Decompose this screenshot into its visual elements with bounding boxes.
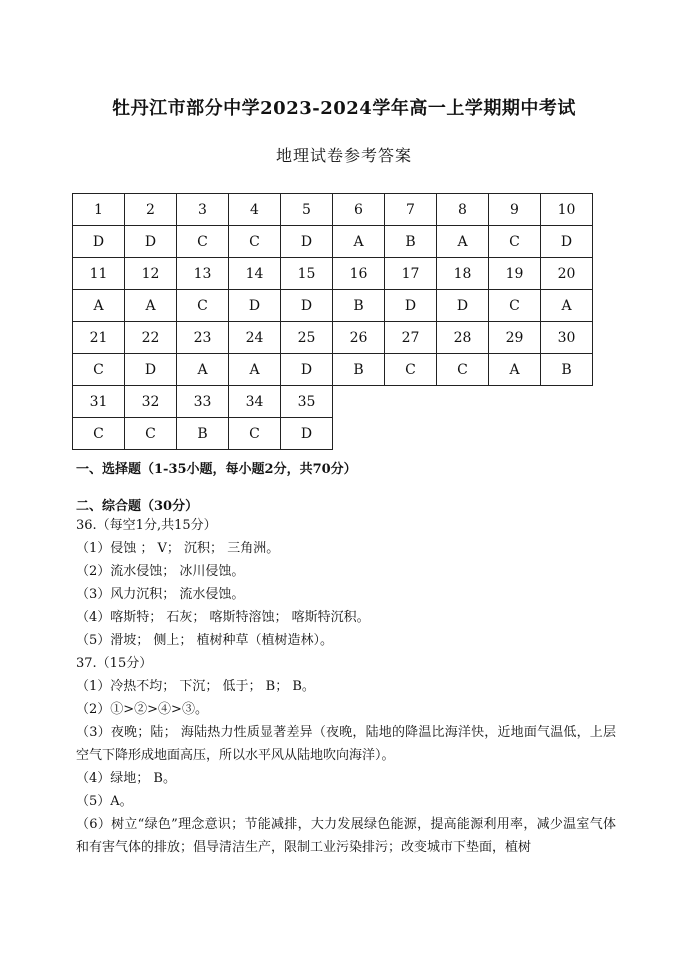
answer-cell: B	[177, 418, 229, 450]
answer-cell: C	[437, 354, 489, 386]
question-36-head: 36.（每空1分,共15分）	[76, 518, 217, 533]
question-36-line: （3）风力沉积； 流水侵蚀。	[76, 587, 245, 602]
question-number-cell: 19	[489, 258, 541, 290]
question-number-row	[73, 322, 593, 354]
answer-cell: D	[281, 354, 333, 386]
empty-cell	[541, 418, 593, 450]
question-number-row	[73, 194, 593, 226]
question-number-cell: 22	[125, 322, 177, 354]
answer-row	[73, 226, 593, 258]
answer-cell: A	[541, 290, 593, 322]
answer-cell: A	[437, 226, 489, 258]
question-36-line: （1）侵蚀 ； V； 沉积； 三角洲。	[76, 541, 280, 556]
answer-cell: D	[125, 354, 177, 386]
question-number-cell: 1	[73, 194, 125, 226]
question-36-line: （4）喀斯特； 石灰； 喀斯特溶蚀； 喀斯特沉积。	[76, 610, 370, 625]
answer-cell: C	[489, 226, 541, 258]
question-number-cell: 18	[437, 258, 489, 290]
question-number-cell: 29	[489, 322, 541, 354]
answer-cell: A	[229, 354, 281, 386]
question-37-line: （2）①>②>④>③。	[76, 702, 208, 717]
question-number-cell: 5	[281, 194, 333, 226]
answer-cell: D	[125, 226, 177, 258]
answer-cell: C	[229, 226, 281, 258]
question-number-cell: 21	[73, 322, 125, 354]
question-37-head: 37.（15分）	[76, 656, 153, 671]
page-subtitle: 地理试卷参考答案	[275, 146, 412, 165]
answer-cell: D	[437, 290, 489, 322]
question-number-cell: 26	[333, 322, 385, 354]
question-number-cell: 33	[177, 386, 229, 418]
question-number-cell: 13	[177, 258, 229, 290]
question-37-block	[76, 652, 616, 859]
question-number-cell: 6	[333, 194, 385, 226]
answer-cell: C	[229, 418, 281, 450]
question-number-row	[73, 258, 593, 290]
question-36-line: （5）滑坡； 侧上； 植树种草（植树造林）。	[76, 633, 334, 648]
answer-cell: C	[73, 354, 125, 386]
question-number-cell: 28	[437, 322, 489, 354]
answer-cell: D	[385, 290, 437, 322]
empty-cell	[489, 418, 541, 450]
question-number-cell: 34	[229, 386, 281, 418]
question-number-cell: 32	[125, 386, 177, 418]
question-number-cell: 12	[125, 258, 177, 290]
answer-row	[73, 290, 593, 322]
answer-cell: D	[281, 290, 333, 322]
answer-cell: C	[489, 290, 541, 322]
answer-cell: D	[281, 418, 333, 450]
empty-cell	[437, 386, 489, 418]
answer-cell: D	[229, 290, 281, 322]
question-36-block	[76, 514, 616, 652]
section-choice-heading: 一、选择题（1-35小题，每小题2分，共70分）	[76, 462, 357, 477]
answer-cell: A	[489, 354, 541, 386]
question-number-cell: 3	[177, 194, 229, 226]
question-number-cell: 9	[489, 194, 541, 226]
question-37-line: （5）A。	[76, 794, 133, 809]
question-number-cell: 17	[385, 258, 437, 290]
section-composite-heading: 二、综合题（30分）	[76, 499, 199, 514]
question-number-cell: 27	[385, 322, 437, 354]
question-number-cell: 20	[541, 258, 593, 290]
empty-cell	[333, 418, 385, 450]
empty-cell	[333, 386, 385, 418]
answer-cell: D	[541, 226, 593, 258]
page-title: 牡丹江市部分中学2023-2024学年高一上学期期中考试	[112, 98, 576, 119]
answer-cell: A	[73, 290, 125, 322]
question-number-cell: 15	[281, 258, 333, 290]
empty-cell	[437, 418, 489, 450]
question-36-line: （2）流水侵蚀； 冰川侵蚀。	[76, 564, 245, 579]
answer-cell: C	[177, 226, 229, 258]
question-number-cell: 8	[437, 194, 489, 226]
question-number-cell: 16	[333, 258, 385, 290]
question-number-cell: 35	[281, 386, 333, 418]
answer-row	[73, 418, 593, 450]
question-number-cell: 2	[125, 194, 177, 226]
answer-row	[73, 354, 593, 386]
question-37-line: （1）冷热不均； 下沉； 低于； B； B。	[76, 679, 315, 694]
answer-cell: B	[333, 354, 385, 386]
question-number-row	[73, 386, 593, 418]
answer-cell: C	[177, 290, 229, 322]
empty-cell	[541, 386, 593, 418]
empty-cell	[385, 418, 437, 450]
answer-cell: B	[333, 290, 385, 322]
question-37-line: （3）夜晚；陆； 海陆热力性质显著差异（夜晚，陆地的降温比海洋快，近地面气温低，上层空气下降形成地面高压，所以水平风从陆地吹向海洋）。	[76, 725, 616, 763]
answer-cell: C	[385, 354, 437, 386]
answer-cell: A	[177, 354, 229, 386]
question-number-cell: 7	[385, 194, 437, 226]
answer-cell: B	[385, 226, 437, 258]
answer-table	[72, 193, 593, 450]
question-37-line: （4）绿地； B。	[76, 771, 176, 786]
answer-cell: C	[125, 418, 177, 450]
answer-cell: A	[333, 226, 385, 258]
answer-cell: D	[73, 226, 125, 258]
question-number-cell: 25	[281, 322, 333, 354]
question-number-cell: 31	[73, 386, 125, 418]
question-number-cell: 10	[541, 194, 593, 226]
empty-cell	[489, 386, 541, 418]
answer-cell: B	[541, 354, 593, 386]
question-37-line: （6）树立“绿色”理念意识；节能减排，大力发展绿色能源，提高能源利用率，减少温室气体和有害气体的排放；倡导清洁生产，限制工业污染排污；改变城市下垫面，植树	[76, 817, 616, 855]
question-number-cell: 11	[73, 258, 125, 290]
empty-cell	[385, 386, 437, 418]
question-number-cell: 4	[229, 194, 281, 226]
question-number-cell: 30	[541, 322, 593, 354]
question-number-cell: 24	[229, 322, 281, 354]
answer-cell: D	[281, 226, 333, 258]
answer-cell: C	[73, 418, 125, 450]
question-number-cell: 23	[177, 322, 229, 354]
question-number-cell: 14	[229, 258, 281, 290]
answer-cell: A	[125, 290, 177, 322]
